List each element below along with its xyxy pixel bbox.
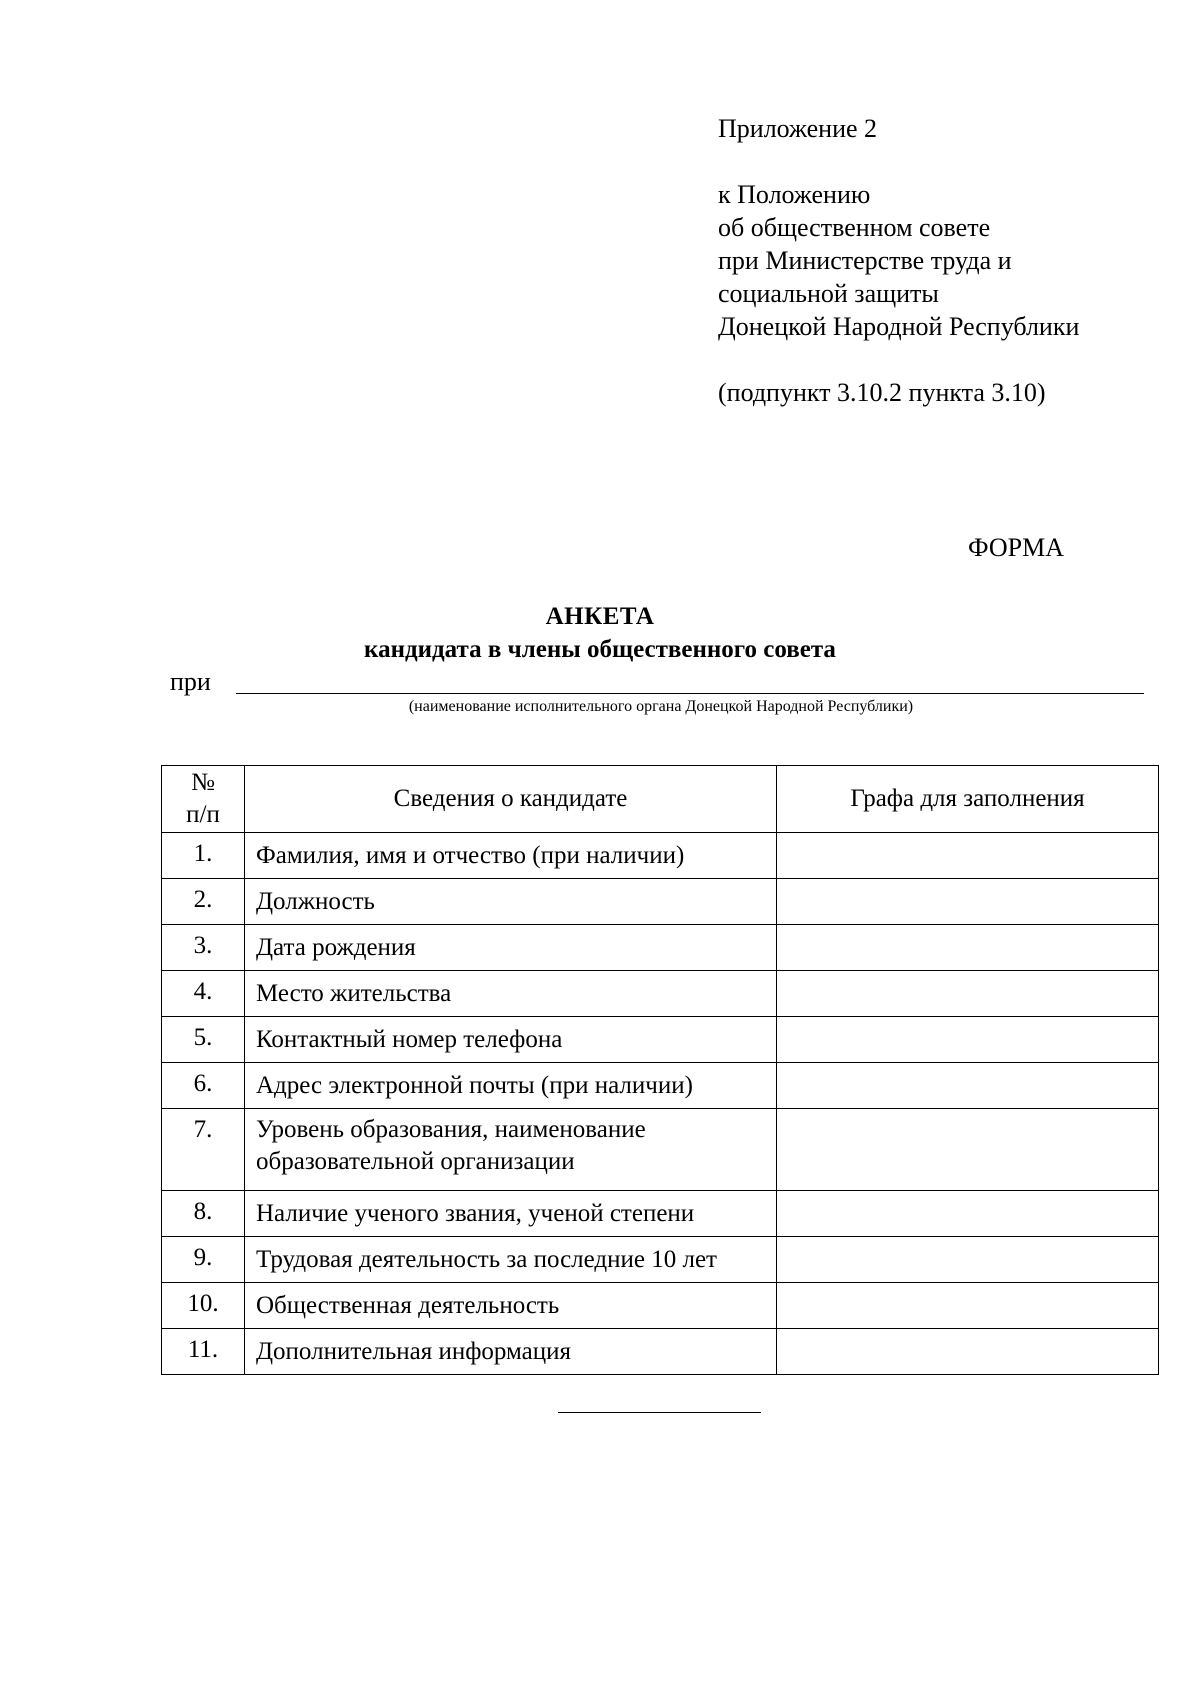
row-label: Контактный номер телефона bbox=[245, 1017, 777, 1063]
table-row bbox=[162, 879, 1159, 925]
fill-cell[interactable] bbox=[777, 1191, 1159, 1237]
table-row bbox=[162, 925, 1159, 971]
row-number: 2. bbox=[162, 879, 245, 925]
table-row bbox=[162, 1191, 1159, 1237]
row-number: 6. bbox=[162, 1063, 245, 1109]
organ-name-caption: (наименование исполнительного органа Донецкой Народной Республики) bbox=[408, 698, 914, 715]
header-fill: Графа для заполнения bbox=[777, 766, 1159, 833]
header-num-symbol: № bbox=[191, 769, 215, 796]
row-label: Наличие ученого звания, ученой степени bbox=[245, 1191, 777, 1237]
row-label: Дата рождения bbox=[245, 925, 777, 971]
header-info: Сведения о кандидате bbox=[245, 766, 777, 833]
candidate-form-table bbox=[161, 765, 1159, 1375]
row-number: 8. bbox=[162, 1191, 245, 1237]
fill-cell[interactable] bbox=[777, 1063, 1159, 1109]
title-line-2: кандидата в члены общественного совета bbox=[364, 636, 836, 663]
appendix-line: об общественном совете bbox=[718, 213, 991, 242]
fill-cell[interactable] bbox=[777, 1237, 1159, 1283]
appendix-line: к Положению bbox=[718, 180, 871, 209]
row-label: Фамилия, имя и отчество (при наличии) bbox=[245, 833, 777, 879]
row-number: 5. bbox=[162, 1017, 245, 1063]
row-label bbox=[245, 1109, 777, 1191]
appendix-line: при Министерстве труда и bbox=[718, 246, 1012, 275]
table-row bbox=[162, 1283, 1159, 1329]
row-label-line: Уровень образования, наименование bbox=[256, 1116, 646, 1143]
fill-cell[interactable] bbox=[777, 1283, 1159, 1329]
fill-cell[interactable] bbox=[777, 833, 1159, 879]
title-line-1: АНКЕТА bbox=[545, 603, 655, 630]
row-label: Дополнительная информация bbox=[245, 1329, 777, 1375]
appendix-note: (подпункт 3.10.2 пункта 3.10) bbox=[718, 378, 1046, 407]
fill-cell[interactable] bbox=[777, 879, 1159, 925]
row-label: Место жительства bbox=[245, 971, 777, 1017]
row-label-line: образовательной организации bbox=[256, 1148, 575, 1175]
spacer bbox=[718, 145, 1079, 178]
row-number: 4. bbox=[162, 971, 245, 1017]
row-label: Трудовая деятельность за последние 10 лет bbox=[245, 1237, 777, 1283]
row-number: 3. bbox=[162, 925, 245, 971]
appendix-number: Приложение 2 bbox=[718, 114, 878, 143]
row-number: 10. bbox=[162, 1283, 245, 1329]
row-number: 11. bbox=[162, 1329, 245, 1375]
fill-cell[interactable] bbox=[777, 925, 1159, 971]
table-row bbox=[162, 1237, 1159, 1283]
pri-label: при bbox=[170, 667, 211, 696]
row-label: Адрес электронной почты (при наличии) bbox=[245, 1063, 777, 1109]
appendix-line: социальной защиты bbox=[718, 279, 939, 308]
header-num-abbrev: п/п bbox=[186, 801, 220, 828]
fill-cell[interactable] bbox=[777, 971, 1159, 1017]
table-row bbox=[162, 1109, 1159, 1191]
end-separator bbox=[558, 1412, 761, 1413]
appendix-line: Донецкой Народной Республики bbox=[718, 312, 1080, 341]
table-row bbox=[162, 971, 1159, 1017]
header-num bbox=[162, 766, 245, 833]
fill-cell[interactable] bbox=[777, 1017, 1159, 1063]
spacer bbox=[718, 343, 1079, 376]
row-label: Общественная деятельность bbox=[245, 1283, 777, 1329]
appendix-block bbox=[718, 112, 1079, 409]
row-label: Должность bbox=[245, 879, 777, 925]
row-number: 7. bbox=[162, 1109, 245, 1191]
table-header-row bbox=[162, 766, 1159, 833]
table-row bbox=[162, 1329, 1159, 1375]
table-row bbox=[162, 833, 1159, 879]
table-row bbox=[162, 1017, 1159, 1063]
row-number: 1. bbox=[162, 833, 245, 879]
table-row bbox=[162, 1063, 1159, 1109]
document-title bbox=[0, 600, 1200, 666]
fill-cell[interactable] bbox=[777, 1109, 1159, 1191]
fill-cell[interactable] bbox=[777, 1329, 1159, 1375]
form-label: ФОРМА bbox=[968, 533, 1064, 562]
organ-name-field-line[interactable] bbox=[236, 693, 1144, 694]
row-number: 9. bbox=[162, 1237, 245, 1283]
